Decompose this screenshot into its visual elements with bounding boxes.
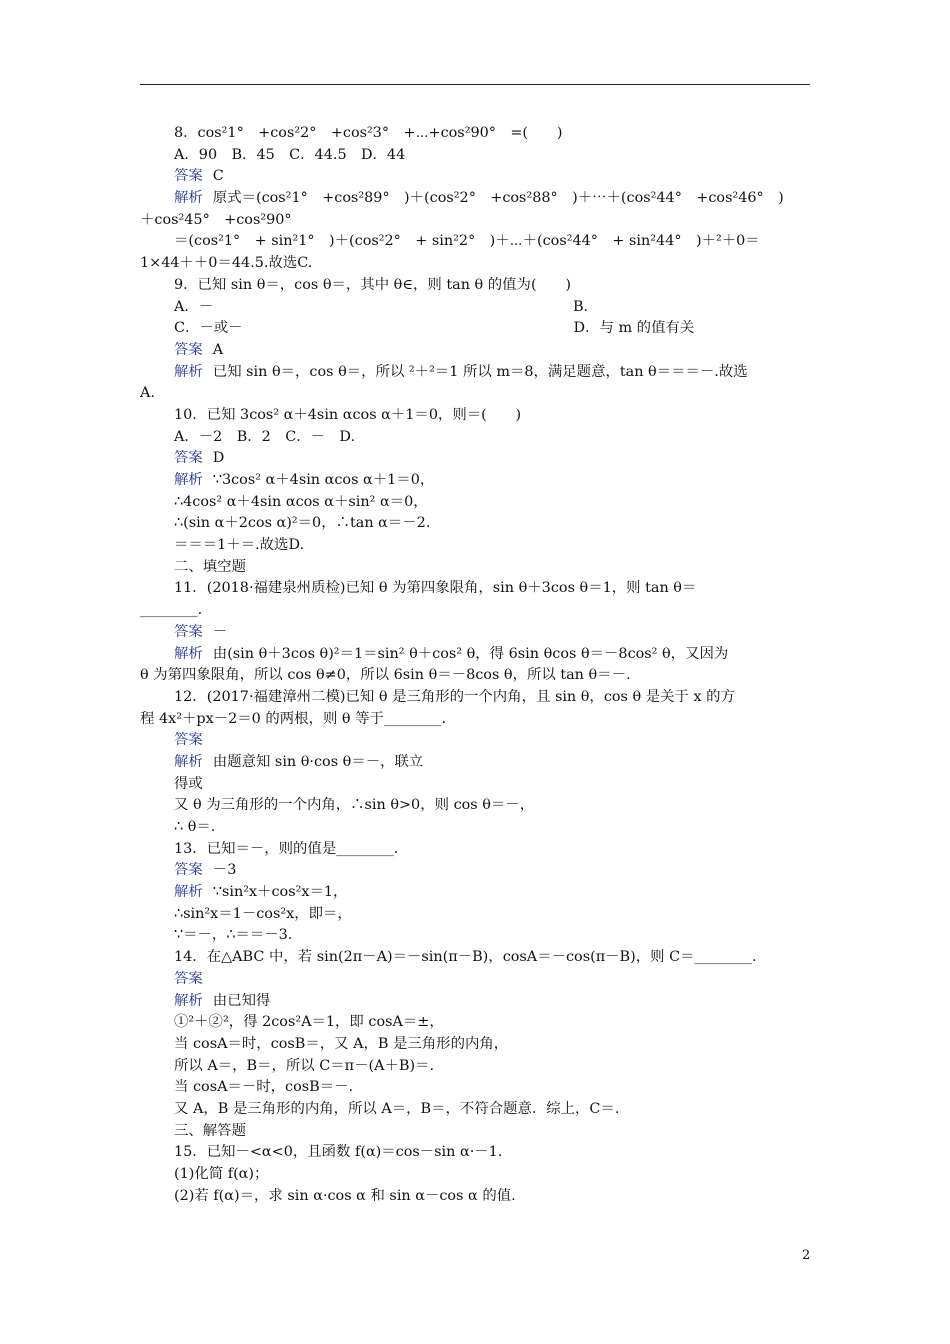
text-line bbox=[140, 730, 812, 752]
text-line bbox=[140, 535, 812, 557]
line-text: 15．已知－<α<0，且函数 f(α)＝cos－sin α·－1. bbox=[174, 1144, 503, 1161]
line-text: A bbox=[212, 341, 224, 358]
line-text: 二、填空题 bbox=[174, 558, 246, 575]
text-line bbox=[140, 817, 812, 839]
line-text: D bbox=[212, 450, 225, 467]
line-text: ________. bbox=[140, 602, 203, 619]
text-line bbox=[140, 362, 812, 384]
text-line bbox=[140, 991, 812, 1013]
text-line bbox=[140, 860, 812, 882]
line-text: 14．在△ABC 中，若 sin(2π－A)＝－sin(π－B)，cosA＝－cos(π－B)，则 C＝________. bbox=[174, 949, 757, 966]
text-line bbox=[140, 405, 812, 427]
line-text: 当 cosA＝时，cosB＝，又 A，B 是三角形的内角， bbox=[174, 1035, 509, 1052]
line-text: 又 A，B 是三角形的内角，所以 A＝，B＝，不符合题意．综上，C＝. bbox=[174, 1100, 620, 1117]
text-line bbox=[140, 665, 812, 687]
text-line bbox=[140, 470, 812, 492]
line-text: 11．(2018·福建泉州质检)已知 θ 为第四象限角，sin θ＋3cos θ＝1，则 tan θ＝ bbox=[174, 580, 697, 597]
line-text: ∴4cos² α＋4sin αcos α＋sin² α＝0， bbox=[174, 493, 428, 510]
line-text: ①²＋②²，得 2cos²A＝1，即 cosA＝±， bbox=[174, 1014, 444, 1031]
document-body bbox=[140, 123, 812, 1207]
answer-label: 答案 bbox=[174, 168, 203, 185]
text-line bbox=[140, 1121, 812, 1143]
analysis-label: 解析 bbox=[174, 884, 203, 901]
analysis-label: 解析 bbox=[174, 363, 203, 380]
line-text: ∵3cos² α＋4sin αcos α＋1＝0， bbox=[212, 472, 435, 488]
answer-label: 答案 bbox=[174, 732, 203, 749]
line-text: 由题意知 sin θ·cos θ＝－，联立 bbox=[212, 753, 424, 770]
line-text: ∴sin²x＝1－cos²x，即＝， bbox=[174, 905, 352, 922]
text-line bbox=[140, 188, 812, 210]
text-line bbox=[140, 795, 812, 817]
answer-label: 答案 bbox=[174, 450, 203, 467]
answer-label: 答案 bbox=[174, 970, 203, 987]
analysis-label: 解析 bbox=[174, 190, 203, 207]
line-text: －3 bbox=[212, 862, 237, 879]
text-line bbox=[140, 882, 812, 904]
text-line bbox=[140, 969, 812, 991]
answer-label: 答案 bbox=[174, 623, 203, 640]
text-line bbox=[140, 427, 812, 449]
line-text: 1×44＋＋0＝44.5.故选C. bbox=[140, 255, 313, 272]
answer-label: 答案 bbox=[174, 341, 203, 358]
text-line bbox=[140, 578, 812, 600]
analysis-label: 解析 bbox=[174, 753, 203, 770]
text-line bbox=[140, 904, 812, 926]
text-line bbox=[140, 557, 812, 579]
text-line bbox=[140, 622, 812, 644]
line-text: 12．(2017·福建漳州二模)已知 θ 是三角形的一个内角，且 sin θ，cos θ 是关于 x 的方 bbox=[174, 688, 735, 705]
line-text: ∵＝－，∴＝＝－3. bbox=[174, 927, 293, 944]
text-line bbox=[140, 600, 812, 622]
text-line bbox=[140, 774, 812, 796]
text-line bbox=[140, 1034, 812, 1056]
analysis-label: 解析 bbox=[174, 645, 203, 662]
line-text: A. bbox=[140, 385, 155, 402]
line-text: ∴ θ＝. bbox=[174, 819, 216, 835]
analysis-label: 解析 bbox=[174, 992, 203, 1009]
line-text: C．－或－ D．与 m 的值有关 bbox=[174, 320, 695, 337]
line-text: 由已知得 bbox=[212, 992, 271, 1009]
line-text: C bbox=[212, 168, 224, 185]
text-line bbox=[140, 275, 812, 297]
line-text: 10．已知 3cos² α＋4sin αcos α＋1＝0，则＝( ) bbox=[174, 406, 522, 423]
line-text: 程 4x²＋px－2＝0 的两根，则 θ 等于________. bbox=[140, 710, 447, 727]
line-text: － bbox=[212, 623, 228, 640]
text-line bbox=[140, 1077, 812, 1099]
text-line bbox=[140, 145, 812, 167]
text-line bbox=[140, 253, 812, 275]
text-line bbox=[140, 340, 812, 362]
text-line bbox=[140, 448, 812, 470]
text-line bbox=[140, 123, 812, 145]
line-text: 所以 A＝，B＝，所以 C＝π－(A＋B)＝. bbox=[174, 1057, 435, 1074]
line-text: 13．已知＝－，则的值是________. bbox=[174, 840, 399, 857]
text-line bbox=[140, 318, 812, 340]
line-text: 当 cosA＝－时，cosB＝－. bbox=[174, 1079, 354, 1096]
text-line bbox=[140, 1012, 812, 1034]
line-text: ＝＝＝1＋＝.故选D. bbox=[174, 537, 305, 554]
text-line bbox=[140, 1099, 812, 1121]
line-text: A．90 B．45 C．44.5 D．44 bbox=[174, 146, 406, 163]
text-line bbox=[140, 1186, 812, 1208]
line-text: ∵sin²x＋cos²x＝1， bbox=[212, 884, 348, 901]
line-text: 9．已知 sin θ＝，cos θ＝，其中 θ∈，则 tan θ 的值为( ) bbox=[174, 276, 571, 293]
text-line bbox=[140, 513, 812, 535]
line-text: (1)化简 f(α)； bbox=[174, 1166, 269, 1182]
text-line bbox=[140, 687, 812, 709]
text-line bbox=[140, 839, 812, 861]
line-text: A．－ B． bbox=[174, 298, 598, 315]
text-line bbox=[140, 383, 812, 405]
text-line bbox=[140, 644, 812, 666]
line-text: (2)若 f(α)＝，求 sin α·cos α 和 sin α－cos α 的值. bbox=[174, 1187, 516, 1204]
line-text: ∴(sin α＋2cos α)²＝0，∴tan α＝－2. bbox=[174, 515, 431, 532]
text-line bbox=[140, 297, 812, 319]
line-text: 原式＝(cos²1° +cos²89° )＋(cos²2° +cos²88° )＋⋯＋(cos²44° +cos²46° ) bbox=[212, 190, 784, 207]
line-text: 三、解答题 bbox=[174, 1122, 246, 1139]
text-line bbox=[140, 166, 812, 188]
line-text: 得或 bbox=[174, 775, 203, 792]
line-text: θ 为第四象限角，所以 cos θ≠0，所以 6sin θ＝－8cos θ，所以 tan θ＝－. bbox=[140, 667, 631, 684]
text-line bbox=[140, 947, 812, 969]
line-text: 由(sin θ＋3cos θ)²＝1＝sin² θ＋cos² θ，得 6sin θcos θ＝－8cos² θ，又因为 bbox=[212, 645, 729, 662]
text-line bbox=[140, 1164, 812, 1186]
line-text: 又 θ 为三角形的一个内角，∴sin θ>0，则 cos θ＝－， bbox=[174, 797, 535, 814]
text-line bbox=[140, 925, 812, 947]
text-line bbox=[140, 210, 812, 232]
line-text: ＋cos²45° +cos²90° bbox=[140, 211, 292, 228]
text-line bbox=[140, 709, 812, 731]
line-text: ＝(cos²1° + sin²1° )＋(cos²2° + sin²2° )＋⋯＋(cos²44° + sin²44° )＋²＋0＝ bbox=[174, 233, 760, 250]
header-rule bbox=[140, 84, 810, 85]
line-text: A．－2 B．2 C．－ D. bbox=[174, 428, 356, 445]
line-text: 已知 sin θ＝，cos θ＝，所以 ²＋²＝1 所以 m＝8，满足题意，tan θ＝＝＝－.故选 bbox=[212, 363, 748, 380]
text-line bbox=[140, 752, 812, 774]
line-text: 8．cos²1° +cos²2° +cos²3° +⋯+cos²90° =( ) bbox=[174, 125, 563, 141]
text-line bbox=[140, 1142, 812, 1164]
text-line bbox=[140, 492, 812, 514]
answer-label: 答案 bbox=[174, 862, 203, 879]
text-line bbox=[140, 231, 812, 253]
page-number: 2 bbox=[802, 1248, 811, 1263]
text-line bbox=[140, 1056, 812, 1078]
analysis-label: 解析 bbox=[174, 472, 203, 488]
